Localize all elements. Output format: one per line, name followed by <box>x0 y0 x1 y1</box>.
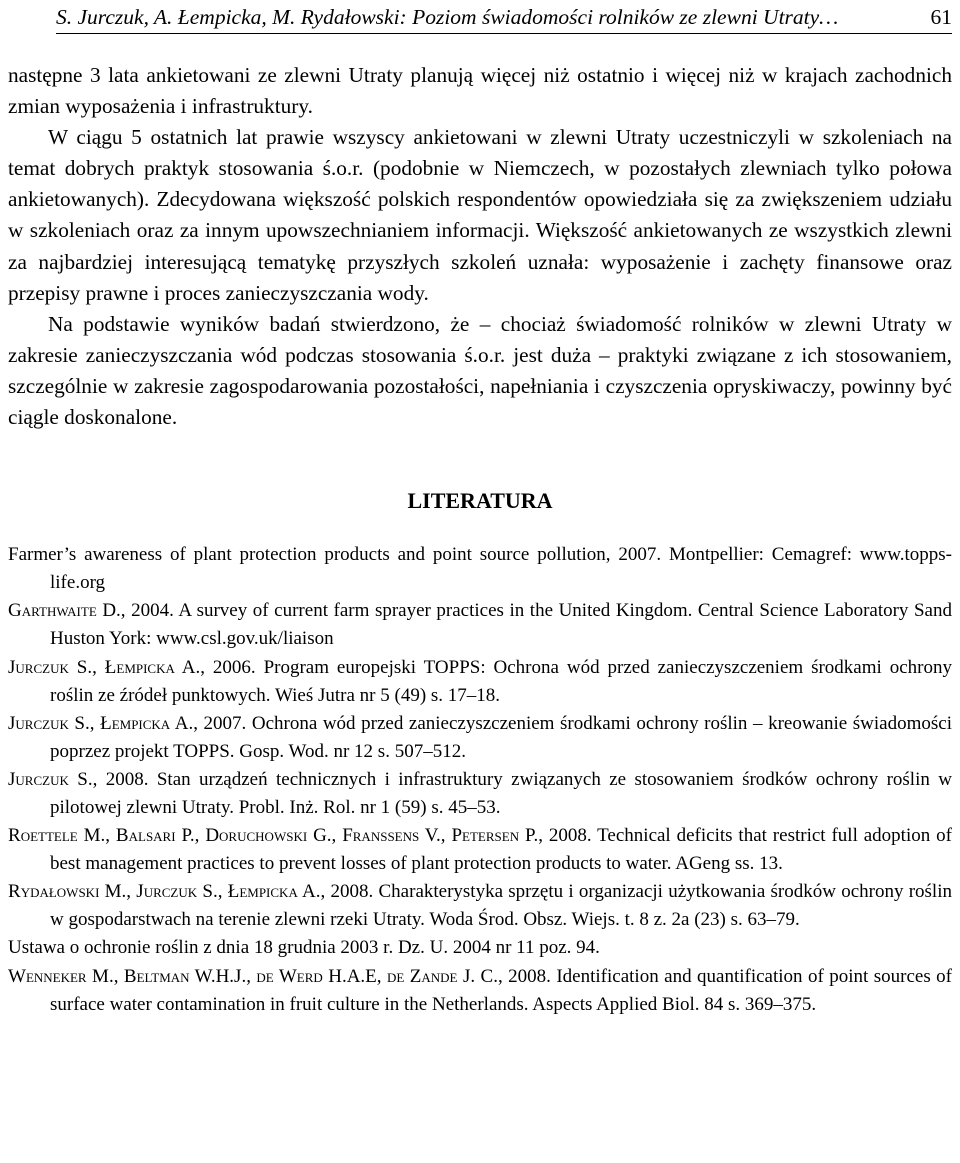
author-initials-year: M., <box>86 965 124 987</box>
reference-text: Ochrona wód przed zanieczyszczeniem środkami ochrony roślin – kreowanie świadomości poprzez projekt TOPPS. Gosp. Wod. nr 12 s. 507–512. <box>50 712 952 762</box>
paragraph-1: następne 3 lata ankietowani ze zlewni Utraty planują więcej niż ostatnio i więcej niż w krajach zachodnich zmian wyposażenia i infrastruktury. <box>8 63 952 119</box>
author-surname-smallcaps: ydałowski <box>20 881 100 903</box>
body-text <box>8 60 952 433</box>
author-initials-year: S., <box>197 881 228 903</box>
author-initials-year: A., 2008. <box>297 881 374 903</box>
reference-text: A survey of current farm sprayer practices in the United Kingdom. Central Science Laboratory Sand Huston York: www.csl.gov.uk/liaison <box>50 600 952 650</box>
author-initial: B <box>123 965 137 987</box>
author-initials-year: A., 2007. <box>170 712 247 734</box>
author-initials-year: S., 2008. <box>68 768 149 790</box>
author-initials-year: M., <box>99 881 137 903</box>
author-initials-year: P., 2008. <box>519 825 592 847</box>
reference-item <box>8 822 952 878</box>
page-number: 61 <box>930 5 952 29</box>
paragraph-2: W ciągu 5 ostatnich lat prawie wszyscy ankietowani w zlewni Utraty uczestniczyli w szkoleniach na temat dobrych praktyk stosowania ś.o.r. (podobnie w Niemczech, w pozostałych zlewniach tylko połowa ankietowanych). Zdecydowana większość polskich respondentów opowiedziała się za zwiększeniem udziału w szkoleniach oraz za innym upowszechnianiem informacji. Większość ankietowanych ze wszystkich zlewni za najbardziej interesującą tematykę przyszłych szkoleń uznała: wyposażenie i zachęty finansowe oraz przepisy prawne i proces zanieczyszczania wody. <box>8 125 952 305</box>
author-surname-smallcaps: arthwaite <box>21 600 97 622</box>
reference-text: Ustawa o ochronie roślin z dnia 18 grudnia 2003 r. Dz. U. 2004 nr 11 poz. 94. <box>8 937 600 959</box>
running-header <box>56 2 952 34</box>
author-surname-smallcaps: eltman <box>136 965 190 987</box>
author-surname-smallcaps: ande <box>421 965 458 987</box>
author-initials-year: V., <box>419 825 452 847</box>
author-initial: J <box>8 712 16 734</box>
author-initial: F <box>342 825 353 847</box>
reference-item <box>8 654 952 710</box>
section-title-literatura: LITERATURA <box>407 488 553 514</box>
author-surname-smallcaps: oettele <box>20 825 78 847</box>
reference-item <box>8 541 952 597</box>
reference-text: Identification and quantification of point sources of surface water contamination in fruit culture in the Netherlands. Aspects Applied Biol. 84 s. 369–375. <box>50 965 952 1015</box>
author-initials-year: J. C., 2008. <box>457 965 551 987</box>
author-initial: Ł <box>104 656 117 678</box>
author-surname-smallcaps: oruchowski <box>219 825 308 847</box>
author-initials-year: D., 2004. <box>96 600 174 622</box>
reference-text: Stan urządzeń technicznych i infrastruktury związanych ze stosowaniem środków ochrony roślin w pilotowej zlewni Utraty. Probl. Inż. Rol. nr 1 (59) s. 45–53. <box>50 768 952 818</box>
author-initials-year: G., <box>307 825 343 847</box>
author-initials-year: A., 2006. <box>174 656 256 678</box>
reference-item <box>8 710 952 766</box>
author-initial: R <box>8 825 21 847</box>
author-initial: Ł <box>227 881 240 903</box>
author-surname-smallcaps: alsari <box>128 825 176 847</box>
author-surname-smallcaps: de <box>386 965 405 987</box>
running-title: S. Jurczuk, A. Łempicka, M. Rydałowski: Poziom świadomości rolników ze zlewni Utraty… <box>56 5 839 29</box>
author-surname-smallcaps: etersen <box>462 825 520 847</box>
author-initials-year: W.H.J., <box>189 965 257 987</box>
author-initials-year: M., <box>77 825 116 847</box>
author-initial: P <box>451 825 463 847</box>
author-initial: Ł <box>100 712 112 734</box>
author-initial: J <box>8 768 16 790</box>
reference-item <box>8 766 952 822</box>
author-initial: W <box>278 965 297 987</box>
reference-list <box>8 541 952 1019</box>
author-initial: R <box>8 881 21 903</box>
author-surname-smallcaps: urczuk <box>143 881 198 903</box>
author-initial: J <box>8 656 16 678</box>
paragraph-3: Na podstawie wyników badań stwierdzono, że – chociaż świadomość rolników w zlewni Utraty w zakresie zanieczyszczania wód podczas stosowania ś.o.r. jest duża – praktyki związane z ich stosowaniem, szczególnie w zakresie zagospodarowania pozostałości, napełniania i czyszczenia opryskiwaczy, powinny być ciągle doskonalone. <box>8 311 952 430</box>
page-content <box>8 60 952 1019</box>
author-surname-smallcaps: erd <box>296 965 323 987</box>
author-surname-smallcaps: urczuk <box>15 656 69 678</box>
author-initial: W <box>8 965 26 987</box>
author-initial: J <box>136 881 144 903</box>
author-surname-smallcaps: de <box>256 965 274 987</box>
author-surname-smallcaps: empicka <box>111 712 171 734</box>
author-surname-smallcaps: urczuk <box>15 768 69 790</box>
author-initials-year: S., <box>68 712 101 734</box>
author-initials-year: P., <box>175 825 206 847</box>
author-surname-smallcaps: ranssens <box>352 825 420 847</box>
author-initial: G <box>8 600 22 622</box>
reference-text: Program europejski TOPPS: Ochrona wód przed zanieczyszczeniem środkami ochrony roślin ze źródeł punktowych. Wieś Jutra nr 5 (49) s. 17–18. <box>50 656 952 706</box>
reference-item <box>8 597 952 653</box>
reference-item <box>8 878 952 934</box>
author-initials-year: H.A.E, <box>322 965 387 987</box>
author-initial: D <box>205 825 220 847</box>
reference-text: Farmer’s awareness of plant protection products and point source pollution, 2007. Montpellier: Cemagref: www.topps-life.org <box>8 544 952 594</box>
author-surname-smallcaps: empicka <box>239 881 298 903</box>
author-surname-smallcaps: urczuk <box>15 712 69 734</box>
reference-text: Technical deficits that restrict full adoption of best management practices to prevent losses of plant protection products to water. AGeng ss. 13. <box>50 825 952 875</box>
author-initials-year: S., <box>68 656 105 678</box>
author-surname-smallcaps: enneker <box>25 965 87 987</box>
author-initial: B <box>115 825 129 847</box>
author-initial: Z <box>409 965 422 987</box>
reference-text: Charakterystyka sprzętu i organizacji użytkowania środków ochrony roślin w gospodarstwach na terenie zlewni rzeki Utraty. Woda Środ. Obsz. Wiejs. t. 8 z. 2a (23) s. 63–79. <box>50 881 952 931</box>
reference-item <box>8 934 952 962</box>
reference-item <box>8 963 952 1019</box>
author-surname-smallcaps: empicka <box>116 656 175 678</box>
